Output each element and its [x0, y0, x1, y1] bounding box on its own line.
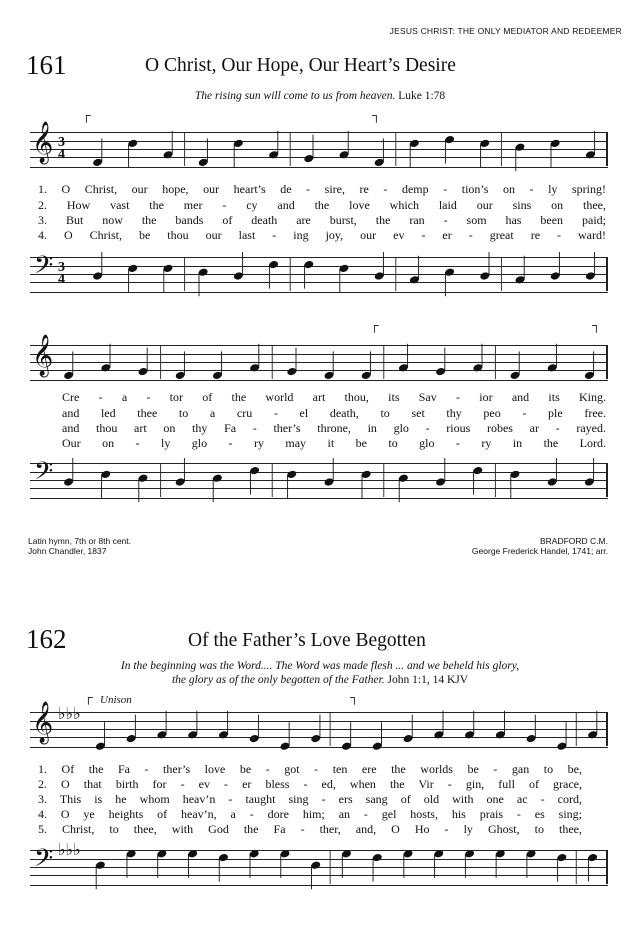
hymn-title: O Christ, Our Hope, Our Heart’s Desire — [145, 55, 456, 76]
lyric-line: 2. How vast the mer - cy and the love which laid our sins on thee, — [38, 198, 606, 212]
tune-name: BRADFORD C.M. — [540, 536, 608, 546]
treble-clef-icon: 𝄞 — [32, 702, 54, 742]
hymn-number: 162 — [26, 624, 67, 654]
hymn-number: 161 — [26, 50, 67, 80]
lyric-line: and led thee to a cru - el death, to set thy peo - ple free. — [62, 406, 606, 420]
phrase-bracket-close: ┐ — [592, 318, 601, 332]
bass-clef-icon: 𝄢 — [34, 252, 54, 285]
epigraph-text: The rising sun will come to us from heaven. — [194, 90, 396, 102]
lyric-line: and thou art on thy Fa - ther’s throne, in glo - rious robes ar - rayed. — [62, 421, 606, 435]
lyric-line: Cre - a - tor of the world art thou, its Sav - ior and its King. — [62, 390, 606, 404]
lyric-line: 1. Of the Fa - ther’s love be - got - ten ere the worlds be - gan to be, — [38, 762, 582, 776]
bass-clef-icon: 𝄢 — [34, 845, 54, 878]
treble-clef-icon: 𝄞 — [32, 122, 54, 162]
time-signature: 3 4 — [58, 260, 65, 287]
credit-line: George Frederick Handel, 1741; arr. — [471, 546, 608, 556]
lyric-line: Our on - ly glo - ry may it be to glo - ry in the Lord. — [62, 436, 606, 450]
key-signature-flats-icon: ♭♭♭ — [58, 706, 81, 723]
phrase-bracket-open: ┌ — [370, 318, 379, 332]
notes-162-s1-bass — [30, 838, 610, 898]
running-header: JESUS CHRIST: THE ONLY MEDIATOR AND REDEEMER — [389, 26, 622, 36]
lyric-line: 5. Christ, to thee, with God the Fa - ther, and, O Ho - ly Ghost, to thee, — [38, 822, 582, 836]
lyric-line: 3. But now the bands of death are burst, the ran - som has been paid; — [38, 213, 606, 227]
phrase-bracket-close: ┐ — [350, 690, 359, 704]
time-signature: 3 4 — [58, 135, 65, 162]
lyric-line: 1. O Christ, our hope, our heart’s de - sire, re - demp - tion’s on - ly spring! — [38, 182, 606, 196]
epigraph-line: In the beginning was the Word.... The Word was made flesh ... and we beheld his glory, — [120, 660, 520, 672]
phrase-bracket-open: ┌ — [84, 690, 93, 704]
notes-161-s1-treble — [30, 120, 610, 180]
phrase-bracket-close: ┐ — [372, 108, 381, 122]
lyric-line: 3. This is he whom heav’n - taught sing - ers sang of old with one ac - cord, — [38, 792, 582, 806]
lyric-line: 4. O ye heights of heav’n, a - dore him; an - gel hosts, his prais - es sing; — [38, 807, 582, 821]
epigraph-text: the glory as of the only begotten of the Father. — [171, 674, 385, 686]
phrase-bracket-open: ┌ — [82, 108, 91, 122]
hymn-title: Of the Father’s Love Begotten — [188, 630, 426, 651]
credit-music — [472, 536, 608, 556]
epigraph-reference: John 1:1, 14 KJV — [387, 674, 469, 686]
unison-direction: Unison — [100, 694, 132, 706]
lyric-line: 2. O that birth for - ev - er bless - ed, when the Vir - gin, full of grace, — [38, 777, 582, 791]
notes-161-s2-bass — [30, 451, 610, 511]
bass-clef-icon: 𝄢 — [34, 458, 54, 491]
notes-161-s2-treble — [30, 333, 610, 393]
credit-line: John Chandler, 1837 — [28, 546, 107, 556]
credit-line: Latin hymn, 7th or 8th cent. — [28, 536, 132, 546]
key-signature-flats-icon: ♭♭♭ — [58, 842, 81, 859]
notes-161-s1-bass — [30, 245, 610, 305]
notes-162-s1-treble — [30, 700, 610, 760]
epigraph-reference: Luke 1:78 — [398, 90, 446, 102]
epigraph — [0, 90, 640, 102]
treble-clef-icon: 𝄞 — [32, 335, 54, 375]
epigraph-line — [0, 674, 640, 686]
credit-words — [28, 536, 131, 556]
lyric-line: 4. O Christ, be thou our last - ing joy, our ev - er - great re - ward! — [38, 228, 606, 242]
